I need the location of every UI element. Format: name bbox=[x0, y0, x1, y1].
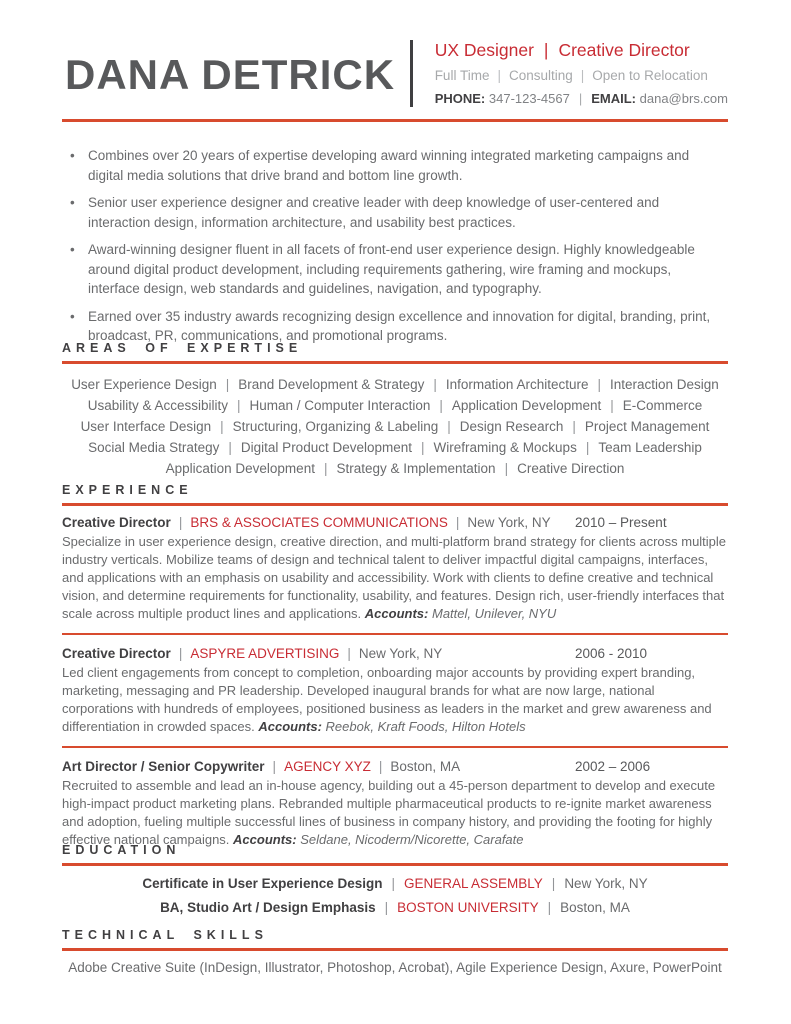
pipe-separator: | bbox=[178, 646, 183, 661]
technical-section-heading bbox=[62, 928, 728, 951]
job-dates: 2010 – Present bbox=[575, 515, 667, 530]
pipe-separator: | bbox=[439, 398, 443, 413]
pipe-separator: | bbox=[178, 515, 183, 530]
bullet-icon: • bbox=[70, 308, 75, 324]
section-title: TECHNICAL SKILLS bbox=[62, 928, 268, 942]
pipe-separator: | bbox=[455, 515, 460, 530]
expertise-item: Human / Computer Interaction bbox=[249, 398, 431, 413]
expertise-item: Information Architecture bbox=[445, 377, 589, 392]
summary-bullet bbox=[70, 193, 723, 232]
technical-skills-text: Adobe Creative Suite (InDesign, Illustrator, Photoshop, Acrobat), Agile Experience Design, Axure, PowerPoint bbox=[68, 960, 722, 975]
accounts-list: Reebok, Kraft Foods, Hilton Hotels bbox=[325, 719, 526, 734]
job-location: Boston, MA bbox=[390, 759, 461, 774]
job-entry bbox=[62, 646, 728, 736]
title-primary: UX Designer bbox=[434, 40, 534, 60]
education-degree: Certificate in User Experience Design bbox=[142, 876, 383, 891]
contact-line bbox=[435, 91, 728, 106]
education-location: Boston, MA bbox=[560, 900, 630, 915]
expertise-item: Creative Direction bbox=[517, 461, 625, 476]
availability-item: Full Time bbox=[434, 68, 490, 83]
education-school: BOSTON UNIVERSITY bbox=[397, 900, 539, 915]
education-school: GENERAL ASSEMBLY bbox=[403, 876, 543, 891]
expertise-item: Application Development bbox=[451, 398, 602, 413]
expertise-line bbox=[62, 374, 728, 395]
job-divider bbox=[62, 633, 728, 635]
education-entry bbox=[62, 876, 728, 891]
job-location: New York, NY bbox=[467, 515, 551, 530]
job-description bbox=[62, 777, 728, 849]
section-rule bbox=[62, 863, 728, 866]
job-description bbox=[62, 664, 728, 736]
pipe-separator: | bbox=[378, 759, 383, 774]
expertise-item: Structuring, Organizing & Labeling bbox=[232, 419, 439, 434]
expertise-item: Application Development bbox=[165, 461, 315, 476]
section-title: EXPERIENCE bbox=[62, 483, 193, 497]
phone-label: PHONE: bbox=[434, 91, 486, 106]
summary-bullet-text: Senior user experience designer and creative leader with deep knowledge of user-centered and interaction design, information architecture, and usability best practices. bbox=[88, 195, 660, 230]
pipe-separator: | bbox=[497, 68, 501, 83]
expertise-line bbox=[62, 458, 728, 479]
job-dates: 2006 - 2010 bbox=[575, 646, 648, 661]
expertise-item: Strategy & Implementation bbox=[336, 461, 496, 476]
section-rule bbox=[62, 361, 728, 364]
pipe-separator: | bbox=[580, 68, 585, 83]
pipe-separator: | bbox=[220, 419, 224, 434]
pipe-separator: | bbox=[504, 461, 509, 476]
section-rule bbox=[62, 503, 728, 506]
expertise-line bbox=[62, 395, 728, 416]
expertise-item: User Interface Design bbox=[80, 419, 212, 434]
section-title: EDUCATION bbox=[62, 843, 181, 857]
summary-bullet bbox=[70, 146, 723, 185]
job-header bbox=[62, 515, 728, 530]
pipe-separator: | bbox=[547, 900, 552, 915]
availability-line bbox=[435, 68, 728, 83]
expertise-item: Team Leadership bbox=[598, 440, 702, 455]
job-company: ASPYRE ADVERTISING bbox=[190, 646, 340, 661]
summary-bullet-text: Combines over 20 years of expertise developing award winning integrated marketing campaigns and digital media solutions that drive brand and bottom line growth. bbox=[88, 148, 690, 183]
expertise-line bbox=[62, 416, 728, 437]
bullet-icon: • bbox=[70, 148, 75, 163]
pipe-separator: | bbox=[228, 440, 232, 455]
pipe-separator: | bbox=[384, 900, 389, 915]
expertise-item: E-Commerce bbox=[622, 398, 703, 413]
expertise-list bbox=[62, 374, 728, 479]
person-name: DANA DETRICK bbox=[65, 51, 396, 98]
expertise-item: Brand Development & Strategy bbox=[238, 377, 425, 392]
job-divider bbox=[62, 746, 728, 748]
expertise-item: Interaction Design bbox=[610, 377, 719, 392]
accounts-label: Accounts: bbox=[364, 606, 429, 621]
job-description-text: Recruited to assemble and lead an in-house agency, building out a 45-person department to develop and execute high-impact product marketing plans. Rebranded multiple pharmaceutical products to re-ignite market awareness and adoption, fueling multiple successful lines of business in company history, and providing the footing for highly effective national campaigns. bbox=[62, 778, 716, 847]
pipe-separator: | bbox=[237, 398, 241, 413]
expertise-item: User Experience Design bbox=[71, 377, 217, 392]
job-dates: 2002 – 2006 bbox=[575, 759, 651, 774]
summary-bullet bbox=[70, 307, 723, 346]
pipe-separator: | bbox=[585, 440, 590, 455]
job-location: New York, NY bbox=[358, 646, 443, 661]
section-rule bbox=[62, 948, 728, 951]
job-entry bbox=[62, 759, 728, 849]
education-degree: BA, Studio Art / Design Emphasis bbox=[160, 900, 376, 915]
pipe-separator: | bbox=[597, 377, 601, 392]
jobs bbox=[62, 515, 728, 859]
title-secondary: Creative Director bbox=[558, 40, 690, 60]
pipe-separator: | bbox=[543, 40, 549, 60]
pipe-separator: | bbox=[578, 91, 583, 106]
experience-section-heading bbox=[62, 483, 728, 506]
education-section-heading bbox=[62, 843, 728, 866]
accounts-list: Seldane, Nicoderm/Nicorette, Carafate bbox=[300, 832, 524, 847]
summary-section bbox=[70, 146, 723, 354]
section-title: AREAS OF EXPERTISE bbox=[62, 341, 303, 355]
expertise-item: Project Management bbox=[584, 419, 710, 434]
education-location: New York, NY bbox=[564, 876, 648, 891]
availability-item: Open to Relocation bbox=[592, 68, 708, 83]
job-titles-line bbox=[435, 40, 728, 61]
availability-item: Consulting bbox=[508, 68, 573, 83]
summary-bullet-text: Award-winning designer fluent in all facets of front-end user experience design. Highly knowledgeable around digital product development, including requirements gathering, wire framing and mockups, interface design, web standards and guidelines, navigation, and typography. bbox=[88, 242, 695, 296]
pipe-separator: | bbox=[225, 377, 230, 392]
expertise-line bbox=[62, 437, 728, 458]
job-header bbox=[62, 759, 728, 774]
job-entry bbox=[62, 515, 728, 623]
summary-list bbox=[70, 146, 723, 346]
expertise-item: Digital Product Development bbox=[240, 440, 413, 455]
pipe-separator: | bbox=[572, 419, 576, 434]
pipe-separator: | bbox=[323, 461, 328, 476]
job-role: Creative Director bbox=[62, 646, 171, 661]
pipe-separator: | bbox=[347, 646, 351, 661]
bullet-icon: • bbox=[70, 242, 75, 257]
pipe-separator: | bbox=[433, 377, 437, 392]
expertise-item: Social Media Strategy bbox=[88, 440, 220, 455]
accounts-list: Mattel, Unilever, NYU bbox=[431, 606, 557, 621]
pipe-separator: | bbox=[272, 759, 277, 774]
header bbox=[65, 38, 728, 107]
education-entry bbox=[62, 900, 728, 915]
job-description bbox=[62, 533, 728, 623]
accounts-label: Accounts: bbox=[233, 832, 297, 847]
job-role: Creative Director bbox=[62, 515, 171, 530]
header-rule bbox=[62, 119, 728, 122]
pipe-separator: | bbox=[421, 440, 425, 455]
summary-bullet bbox=[70, 240, 723, 299]
job-description-text: Specialize in user experience design, creative direction, and multi-platform brand strategy for clients across multiple industry verticals. Mobilize teams of design and technical talent to deliver impactful digital campaigns, interfaces, and applications with an emphasis on usability and accessibility. Work with clients to define creative and technical vision, and determine requirements for functionality, usability, and features. Design rich, user-friendly interfaces that scale across multiple product lines and applications. bbox=[62, 534, 727, 621]
bullet-icon: • bbox=[70, 195, 75, 210]
email-label: EMAIL: bbox=[591, 91, 637, 106]
expertise-item: Design Research bbox=[459, 419, 564, 434]
expertise-item: Wireframing & Mockups bbox=[433, 440, 577, 455]
pipe-separator: | bbox=[447, 419, 451, 434]
education-list bbox=[62, 876, 728, 924]
summary-bullet-text: Earned over 35 industry awards recognizing design excellence and innovation for digital, branding, print, broadcast, PR, communications, and promotional programs. bbox=[88, 308, 711, 343]
pipe-separator: | bbox=[391, 876, 395, 891]
expertise-section-heading bbox=[62, 341, 728, 364]
phone-number: 347-123-4567 bbox=[488, 91, 570, 106]
job-role: Art Director / Senior Copywriter bbox=[62, 759, 265, 774]
expertise-item: Usability & Accessibility bbox=[87, 398, 229, 413]
job-company: BRS & ASSOCIATES COMMUNICATIONS bbox=[190, 515, 448, 530]
pipe-separator: | bbox=[551, 876, 556, 891]
accounts-label: Accounts: bbox=[258, 719, 322, 734]
pipe-separator: | bbox=[610, 398, 614, 413]
job-description-text: Led client engagements from concept to completion, onboarding major accounts by providing expert branding, marketing, messaging and PR leadership. Developed inaugural brands for what are now large, national corporations with hundreds of employees, positioned business as leaders in the market and grew awareness and differentiation in crowded spaces. bbox=[62, 665, 712, 734]
email-address: dana@brs.com bbox=[639, 91, 728, 106]
job-header bbox=[62, 646, 728, 661]
header-info bbox=[413, 38, 728, 106]
job-company: AGENCY XYZ bbox=[284, 759, 371, 774]
